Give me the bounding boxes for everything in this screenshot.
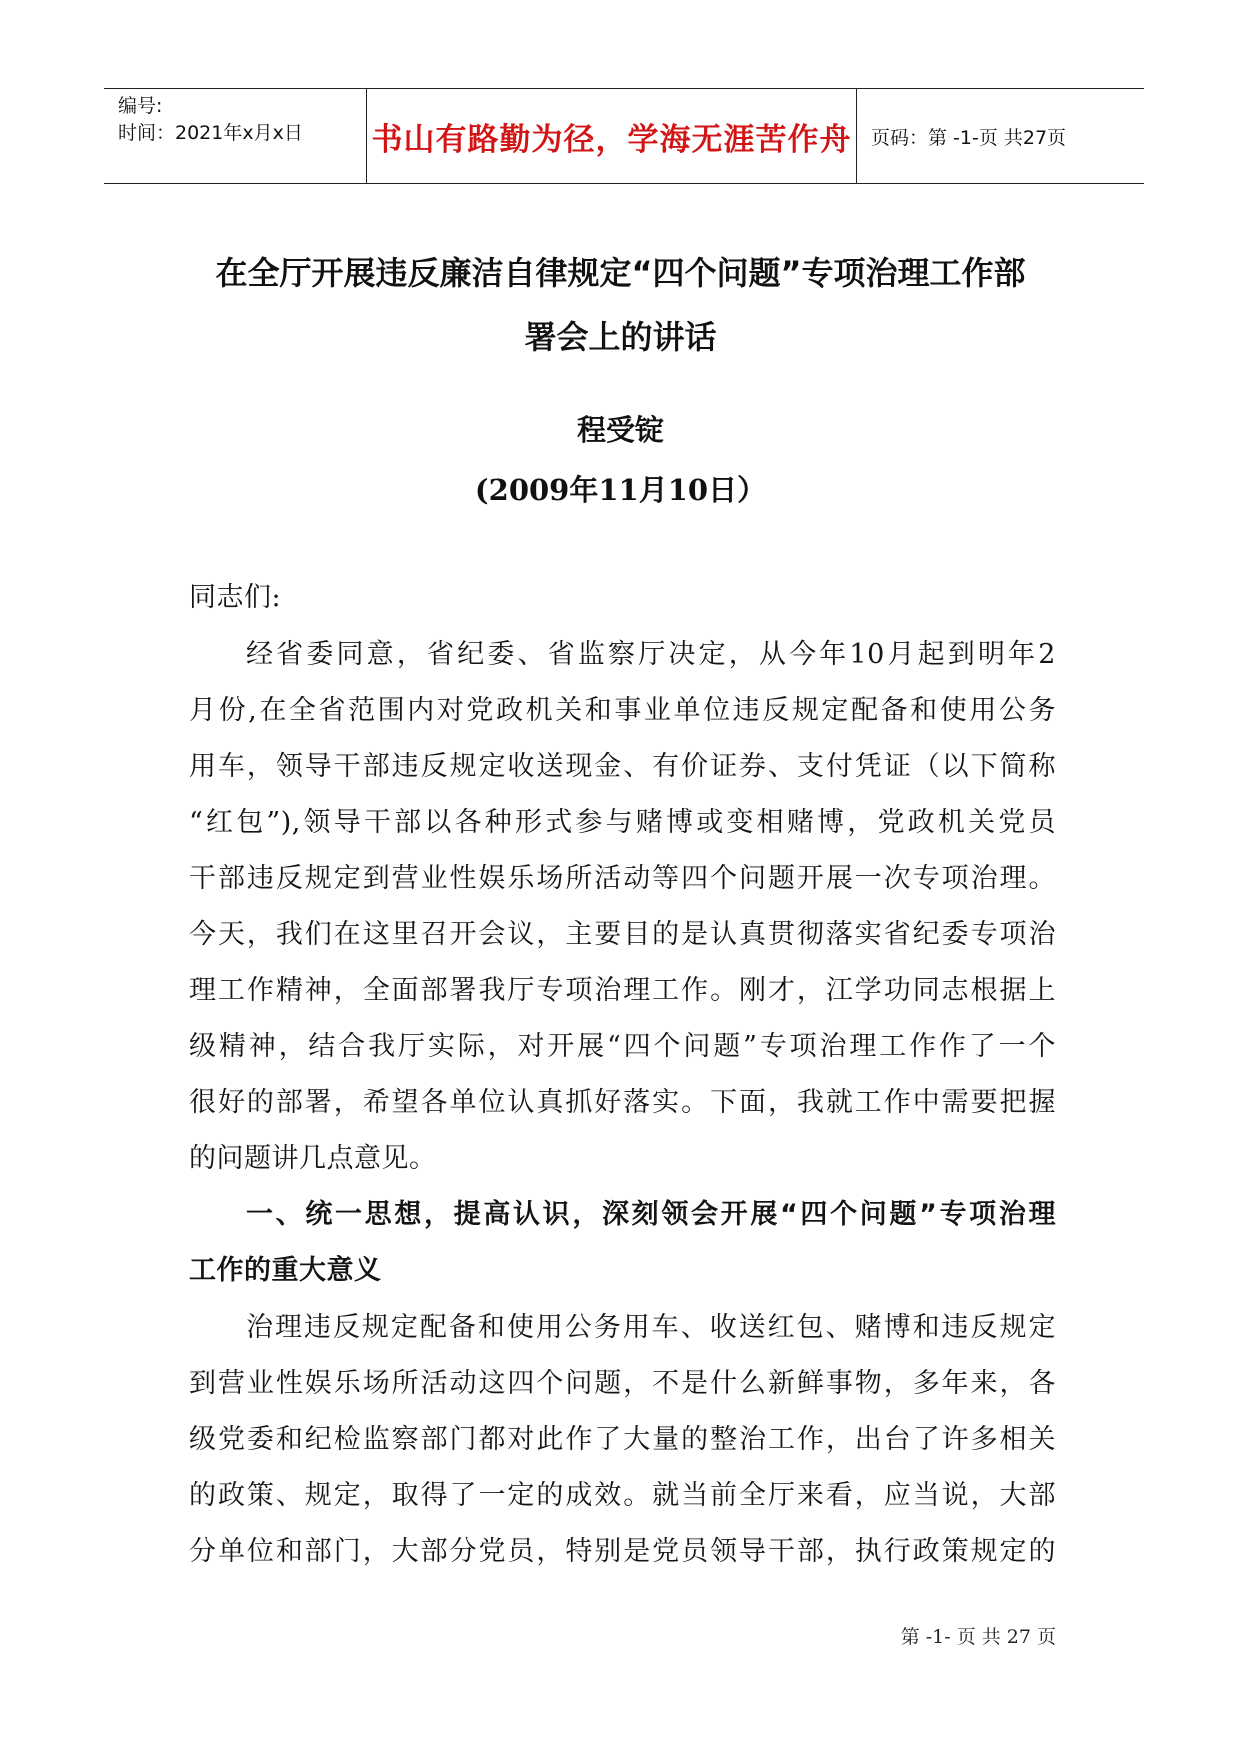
body-line: 月份,在全省范围内对党政机关和事业单位违反规定配备和使用公务 bbox=[189, 695, 1056, 726]
body-line: 经省委同意，省纪委、省监察厅决定，从今年10月起到明年2 bbox=[246, 639, 1056, 670]
header-motto-cell bbox=[367, 89, 857, 183]
body-line: 很好的部署，希望各单位认真抓好落实。下面，我就工作中需要把握 bbox=[189, 1087, 1056, 1118]
section-heading: 工作的重大意义 bbox=[189, 1255, 382, 1286]
body-line: 治理违反规定配备和使用公务用车、收送红包、赌博和违反规定 bbox=[246, 1312, 1056, 1343]
speech-date: (2009年11月10日） bbox=[474, 473, 767, 507]
salutation: 同志们: bbox=[189, 582, 282, 613]
header-page-info: 页码：第 -1-页 共27页 bbox=[871, 126, 1067, 149]
document-title-line-2: 署会上的讲话 bbox=[524, 318, 717, 356]
page-footer-number: 第 -1- 页 共 27 页 bbox=[900, 1626, 1056, 1648]
body-line: 到营业性娱乐场所活动这四个问题，不是什么新鲜事物，多年来，各 bbox=[189, 1368, 1056, 1399]
author: 程受锭 bbox=[576, 413, 664, 447]
document-title-line-1: 在全厅开展违反廉洁自律规定“四个问题”专项治理工作部 bbox=[215, 254, 1026, 292]
page-header bbox=[104, 88, 1144, 184]
number-label: 编号: bbox=[118, 95, 163, 117]
body-line: 理工作精神，全面部署我厅专项治理工作。刚才，江学功同志根据上 bbox=[189, 975, 1056, 1006]
body-line: “红包”),领导干部以各种形式参与赌博或变相赌博，党政机关党员 bbox=[189, 807, 1056, 838]
body-line: 用车，领导干部违反规定收送现金、有价证券、支付凭证（以下简称 bbox=[189, 751, 1056, 782]
header-meta bbox=[104, 89, 367, 183]
body-line: 今天，我们在这里召开会议，主要目的是认真贯彻落实省纪委专项治 bbox=[189, 919, 1056, 950]
body-line: 分单位和部门，大部分党员，特别是党员领导干部，执行政策规定的 bbox=[189, 1536, 1056, 1567]
body-line: 的政策、规定，取得了一定的成效。就当前全厅来看，应当说，大部 bbox=[189, 1480, 1056, 1511]
motto: 书山有路勤为径，学海无涯苦作舟 bbox=[371, 121, 852, 158]
body-line: 级党委和纪检监察部门都对此作了大量的整治工作，出台了许多相关 bbox=[189, 1424, 1056, 1455]
section-heading: 一、统一思想，提高认识，深刻领会开展“四个问题”专项治理 bbox=[246, 1199, 1056, 1230]
body-line: 的问题讲几点意见。 bbox=[189, 1143, 437, 1174]
time-label: 时间：2021年x月x日 bbox=[118, 122, 303, 144]
body-line: 级精神，结合我厅实际，对开展“四个问题”专项治理工作作了一个 bbox=[189, 1031, 1056, 1062]
body-line: 干部违反规定到营业性娱乐场所活动等四个问题开展一次专项治理。 bbox=[189, 863, 1056, 894]
